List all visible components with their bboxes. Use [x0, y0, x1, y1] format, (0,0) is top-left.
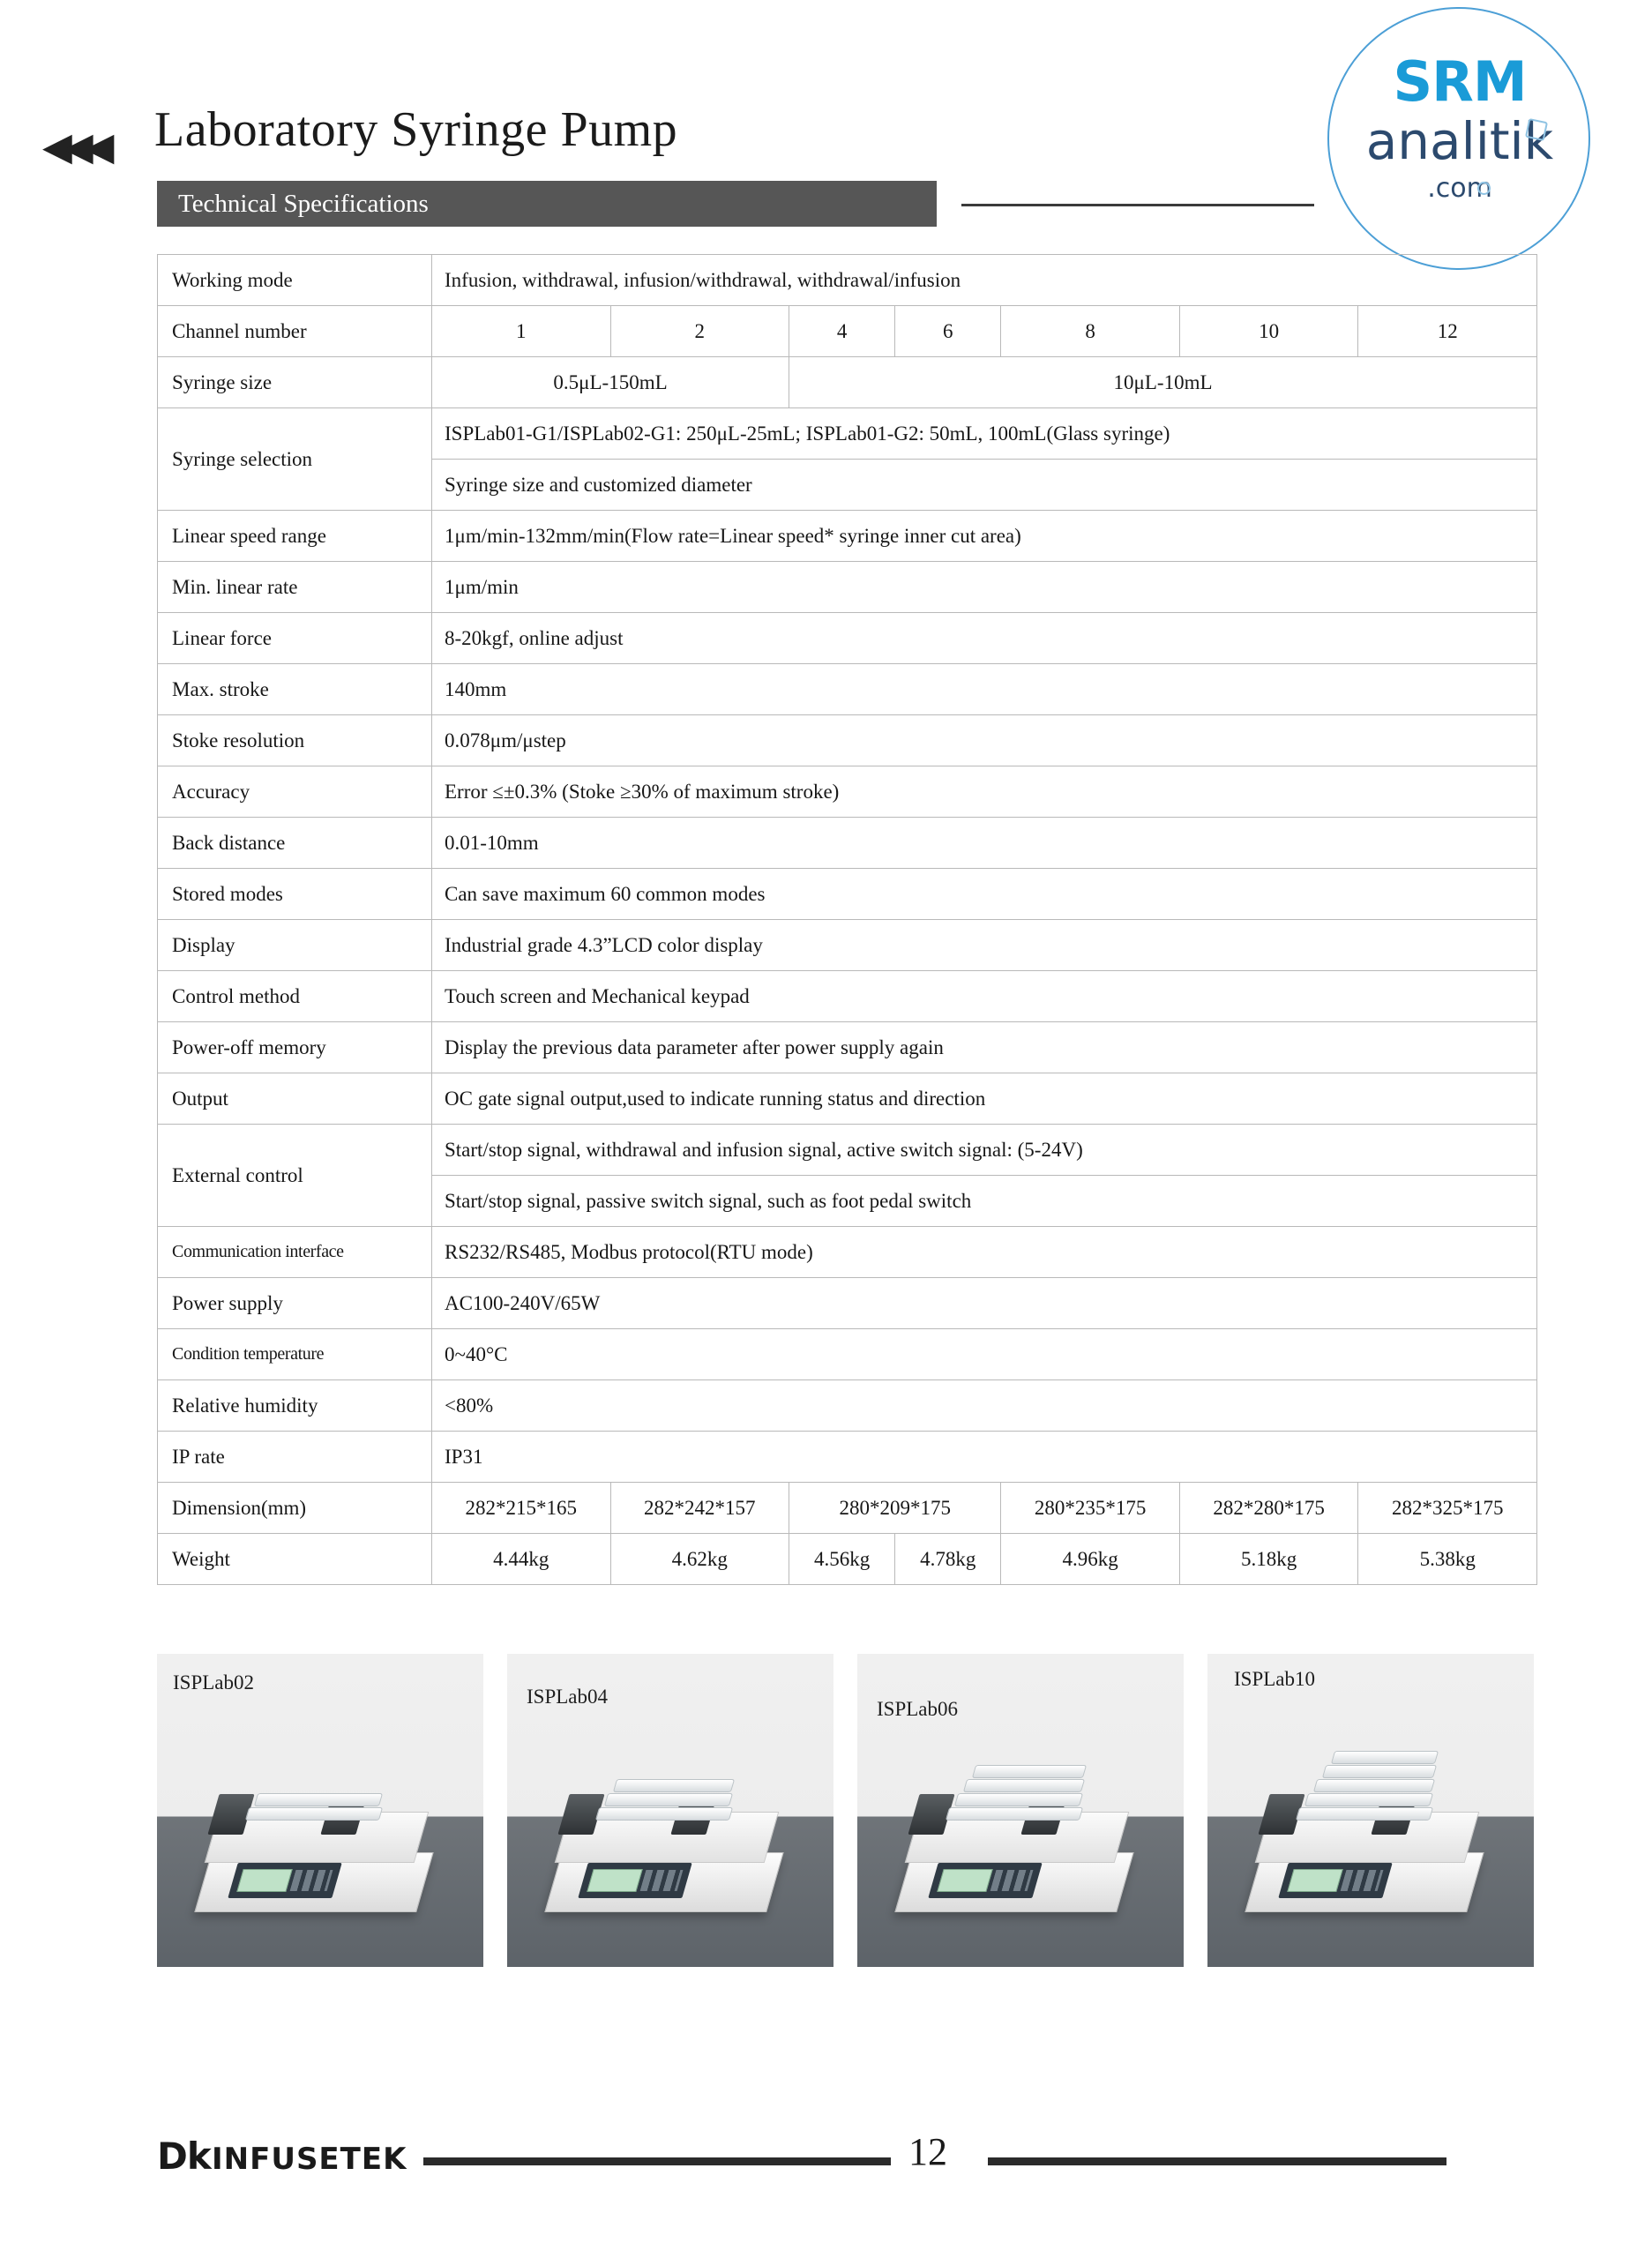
row-label: Syringe size: [158, 357, 432, 408]
weight-6: 4.78kg: [895, 1534, 1001, 1585]
row-value-line1: ISPLab01-G1/ISPLab02-G1: 250μL-25mL; ISPLab01-G2: 50mL, 100mL(Glass syringe): [432, 408, 1537, 460]
row-label: Max. stroke: [158, 664, 432, 715]
row-label: Output: [158, 1073, 432, 1125]
row-label: Power-off memory: [158, 1022, 432, 1073]
table-row: [158, 1380, 1537, 1432]
table-row: [158, 1432, 1537, 1483]
syringe-pump-image: [194, 1745, 450, 1912]
table-row: [158, 255, 1537, 306]
syringe-size-large: 10μL-10mL: [789, 357, 1537, 408]
page-footer: [0, 2130, 1652, 2196]
row-value: <80%: [432, 1380, 1537, 1432]
pump-syringe: [972, 1765, 1087, 1778]
table-row: [158, 511, 1537, 562]
page-number: 12: [908, 2130, 947, 2173]
pump-syringe: [245, 1807, 383, 1821]
table-row: [158, 715, 1537, 766]
row-label: Channel number: [158, 306, 432, 357]
row-label: Back distance: [158, 818, 432, 869]
dimension-12: 282*325*175: [1358, 1483, 1537, 1534]
dimension-1: 282*215*165: [432, 1483, 611, 1534]
weight-1: 4.44kg: [432, 1534, 611, 1585]
pump-syringe: [254, 1793, 383, 1806]
row-value-line2: Syringe size and customized diameter: [432, 460, 1537, 511]
row-value: IP31: [432, 1432, 1537, 1483]
infusetek-brand-name: INFUSETEK: [212, 2142, 407, 2177]
table-row: [158, 613, 1537, 664]
table-row: [158, 1278, 1537, 1329]
row-label: Stoke resolution: [158, 715, 432, 766]
channel-number-1: 1: [432, 306, 611, 357]
row-value: 8-20kgf, online adjust: [432, 613, 1537, 664]
pump-display-screen: [587, 1869, 642, 1892]
pump-syringe: [954, 1793, 1083, 1806]
product-card-isplab04: [507, 1654, 833, 1967]
logo-domain-text: .com: [1427, 173, 1492, 204]
technical-specifications-table: [157, 254, 1537, 1585]
channel-number-6: 6: [895, 306, 1001, 357]
row-value: 0.01-10mm: [432, 818, 1537, 869]
product-label: ISPLab06: [877, 1698, 958, 1720]
row-label: Stored modes: [158, 869, 432, 920]
row-label: Weight: [158, 1534, 432, 1585]
table-row: [158, 971, 1537, 1022]
product-label: ISPLab02: [173, 1671, 254, 1694]
row-value: RS232/RS485, Modbus protocol(RTU mode): [432, 1227, 1537, 1278]
weight-12: 5.38kg: [1358, 1534, 1537, 1585]
pump-syringe: [1313, 1779, 1435, 1792]
dimension-2: 282*242*157: [610, 1483, 789, 1534]
page-title: Laboratory Syringe Pump: [154, 102, 678, 157]
row-value: 140mm: [432, 664, 1537, 715]
pump-syringe: [604, 1793, 733, 1806]
row-value: Error ≤±0.3% (Stoke ≥30% of maximum stroke): [432, 766, 1537, 818]
pump-keypad: [290, 1870, 333, 1891]
channel-number-10: 10: [1179, 306, 1358, 357]
product-label: ISPLab10: [1234, 1668, 1315, 1690]
pump-syringe: [613, 1779, 735, 1792]
table-row: [158, 562, 1537, 613]
product-card-isplab06: [857, 1654, 1184, 1967]
section-divider-rule: [961, 204, 1314, 206]
pump-control-panel: [228, 1863, 341, 1898]
row-value: Touch screen and Mechanical keypad: [432, 971, 1537, 1022]
row-value: OC gate signal output,used to indicate running status and direction: [432, 1073, 1537, 1125]
table-row: [158, 408, 1537, 460]
pump-display-screen: [236, 1869, 292, 1892]
table-row: [158, 664, 1537, 715]
logo-srm-text: SRM: [1393, 49, 1527, 114]
table-row: [158, 357, 1537, 408]
row-label: IP rate: [158, 1432, 432, 1483]
dimension-10: 282*280*175: [1179, 1483, 1358, 1534]
table-row: [158, 1073, 1537, 1125]
row-label: Dimension(mm): [158, 1483, 432, 1534]
row-label: Display: [158, 920, 432, 971]
syringe-pump-image: [544, 1745, 800, 1912]
infusetek-logo-mark: Dk: [157, 2135, 211, 2178]
channel-number-8: 8: [1001, 306, 1180, 357]
weight-2: 4.62kg: [610, 1534, 789, 1585]
table-row: [158, 1534, 1537, 1585]
pump-keypad: [990, 1870, 1034, 1891]
table-row: [158, 869, 1537, 920]
row-value: Industrial grade 4.3”LCD color display: [432, 920, 1537, 971]
logo-analitik-text: analitik: [1365, 111, 1554, 171]
pump-syringe: [595, 1807, 733, 1821]
row-label: Control method: [158, 971, 432, 1022]
logo-square-accent-icon: [1525, 118, 1548, 141]
row-value: 1μm/min: [432, 562, 1537, 613]
weight-8: 4.96kg: [1001, 1534, 1180, 1585]
row-value: 1μm/min-132mm/min(Flow rate=Linear speed* syringe inner cut area): [432, 511, 1537, 562]
row-value: Infusion, withdrawal, infusion/withdrawal, withdrawal/infusion: [432, 255, 1537, 306]
pump-syringe: [1331, 1751, 1439, 1764]
product-card-isplab02: [157, 1654, 483, 1967]
table-row: [158, 1227, 1537, 1278]
table-row: [158, 766, 1537, 818]
row-value: AC100-240V/65W: [432, 1278, 1537, 1329]
product-gallery: [157, 1654, 1537, 1967]
pump-keypad: [1341, 1870, 1384, 1891]
row-label: Min. linear rate: [158, 562, 432, 613]
pump-control-panel: [928, 1863, 1042, 1898]
pump-control-panel: [578, 1863, 691, 1898]
table-row: [158, 1022, 1537, 1073]
syringe-pump-image: [894, 1745, 1150, 1912]
row-label: Working mode: [158, 255, 432, 306]
row-value-line1: Start/stop signal, withdrawal and infusion signal, active switch signal: (5-24V): [432, 1125, 1537, 1176]
row-value: Display the previous data parameter after power supply again: [432, 1022, 1537, 1073]
row-label: Linear force: [158, 613, 432, 664]
row-value-line2: Start/stop signal, passive switch signal, such as foot pedal switch: [432, 1176, 1537, 1227]
row-label: Linear speed range: [158, 511, 432, 562]
srm-analitik-logo: [1327, 7, 1592, 272]
product-card-isplab10: [1207, 1654, 1534, 1967]
table-row: [158, 1483, 1537, 1534]
row-label: Relative humidity: [158, 1380, 432, 1432]
footer-rule-left: [423, 2157, 891, 2165]
pump-syringe: [946, 1807, 1083, 1821]
pump-keypad: [640, 1870, 684, 1891]
weight-10: 5.18kg: [1179, 1534, 1358, 1585]
row-value: Can save maximum 60 common modes: [432, 869, 1537, 920]
dimension-4-6: 280*209*175: [789, 1483, 1001, 1534]
row-label: Condition temperature: [158, 1329, 432, 1380]
table-row: [158, 920, 1537, 971]
product-label: ISPLab04: [527, 1686, 608, 1708]
syringe-pump-image: [1245, 1745, 1500, 1912]
row-value: 0.078μm/μstep: [432, 715, 1537, 766]
pump-syringe: [1322, 1765, 1437, 1778]
triple-left-arrow-icon: ◀◀◀: [42, 125, 106, 168]
row-label: Accuracy: [158, 766, 432, 818]
row-label: External control: [158, 1125, 432, 1227]
table-row: [158, 818, 1537, 869]
table-row: [158, 1329, 1537, 1380]
channel-number-12: 12: [1358, 306, 1537, 357]
channel-number-2: 2: [610, 306, 789, 357]
pump-control-panel: [1278, 1863, 1392, 1898]
pump-syringe: [963, 1779, 1085, 1792]
row-value: 0~40°C: [432, 1329, 1537, 1380]
pump-display-screen: [937, 1869, 992, 1892]
logo-circle-accent-icon: [1477, 182, 1491, 195]
pump-syringe: [1296, 1807, 1433, 1821]
channel-number-4: 4: [789, 306, 895, 357]
pump-syringe: [1304, 1793, 1433, 1806]
table-row: [158, 306, 1537, 357]
section-title-bar: Technical Specifications: [157, 181, 937, 227]
row-label: Syringe selection: [158, 408, 432, 511]
syringe-size-small: 0.5μL-150mL: [432, 357, 789, 408]
dimension-8: 280*235*175: [1001, 1483, 1180, 1534]
weight-4: 4.56kg: [789, 1534, 895, 1585]
row-label: Communication interface: [158, 1227, 432, 1278]
footer-rule-right: [988, 2157, 1446, 2165]
row-label: Power supply: [158, 1278, 432, 1329]
pump-display-screen: [1287, 1869, 1342, 1892]
table-row: [158, 1125, 1537, 1176]
